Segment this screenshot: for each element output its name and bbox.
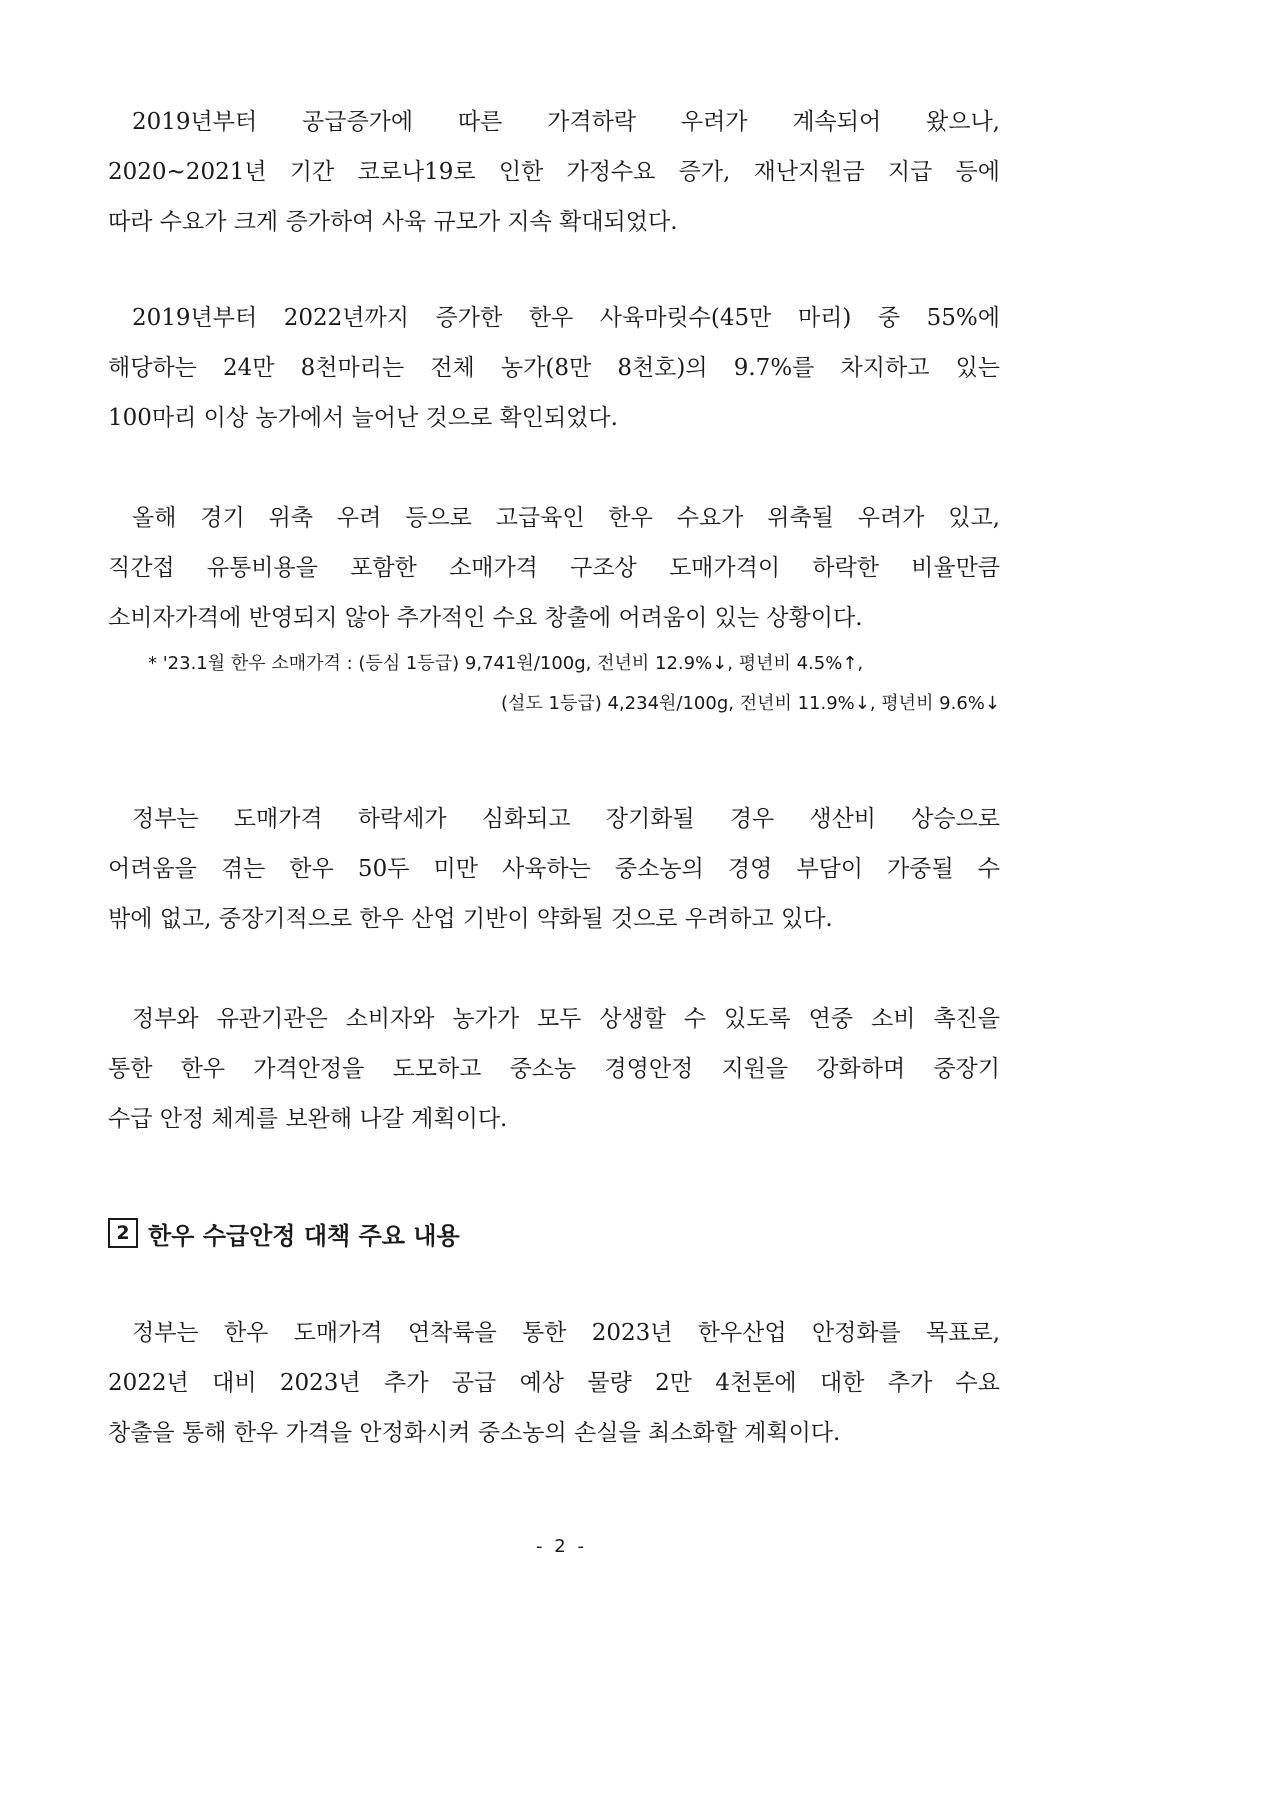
footnote-line: * '23.1월 한우 소매가격 : (등심 1등급) 9,741원/100g, 전년비 12.9%↓, 평년비 4.5%↑,: [148, 653, 864, 674]
section-heading: [108, 1213, 460, 1253]
paragraph-line: 2019년부터 공급증가에 따른 가격하락 우려가 계속되어 왔으나,: [132, 109, 1000, 135]
paragraph-line: 따라 수요가 크게 증가하여 사육 규모가 지속 확대되었다.: [108, 209, 678, 235]
price-footnote: [148, 644, 1000, 724]
body-paragraph: [108, 994, 1000, 1144]
paragraph-line: 정부는 한우 도매가격 연착륙을 통한 2023년 한우산업 안정화를 목표로,: [132, 1320, 1000, 1346]
paragraph-line: 통한 한우 가격안정을 도모하고 중소농 경영안정 지원을 강화하며 중장기: [108, 1056, 1000, 1082]
paragraph-line: 창출을 통해 한우 가격을 안정화시켜 중소농의 손실을 최소화할 계획이다.: [108, 1420, 841, 1446]
paragraph-line: 어려움을 겪는 한우 50두 미만 사육하는 중소농의 경영 부담이 가중될 수: [108, 856, 1000, 882]
body-paragraph: [108, 1308, 1000, 1458]
body-paragraph: [108, 794, 1000, 944]
body-paragraph: [108, 97, 1000, 247]
footnote-line: (설도 1등급) 4,234원/100g, 전년비 11.9%↓, 평년비 9.6%↓: [501, 693, 1000, 714]
paragraph-line: 수급 안정 체계를 보완해 나갈 계획이다.: [108, 1106, 508, 1132]
body-paragraph: [108, 293, 1000, 443]
page-number: - 2 -: [536, 1536, 587, 1557]
paragraph-line: 밖에 없고, 중장기적으로 한우 산업 기반이 약화될 것으로 우려하고 있다.: [108, 906, 833, 932]
paragraph-line: 해당하는 24만 8천마리는 전체 농가(8만 8천호)의 9.7%를 차지하고 있는: [108, 355, 1000, 381]
paragraph-line: 2019년부터 2022년까지 증가한 한우 사육마릿수(45만 마리) 중 55%에: [132, 305, 1000, 331]
body-paragraph: [108, 493, 1000, 643]
section-number-box: 2: [108, 1218, 138, 1248]
paragraph-line: 100마리 이상 농가에서 늘어난 것으로 확인되었다.: [108, 405, 618, 431]
paragraph-line: 2020~2021년 기간 코로나19로 인한 가정수요 증가, 재난지원금 지급 등에: [108, 159, 1000, 185]
paragraph-line: 정부와 유관기관은 소비자와 농가가 모두 상생할 수 있도록 연중 소비 촉진을: [132, 1006, 1000, 1032]
section-title: 한우 수급안정 대책 주요 내용: [148, 1221, 460, 1250]
paragraph-line: 정부는 도매가격 하락세가 심화되고 장기화될 경우 생산비 상승으로: [132, 806, 1001, 832]
paragraph-line: 올해 경기 위축 우려 등으로 고급육인 한우 수요가 위축될 우려가 있고,: [132, 505, 1000, 531]
paragraph-line: 소비자가격에 반영되지 않아 추가적인 수요 창출에 어려움이 있는 상황이다.: [108, 605, 863, 631]
paragraph-line: 직간접 유통비용을 포함한 소매가격 구조상 도매가격이 하락한 비율만큼: [108, 555, 1000, 581]
paragraph-line: 2022년 대비 2023년 추가 공급 예상 물량 2만 4천톤에 대한 추가 수요: [108, 1370, 1000, 1396]
